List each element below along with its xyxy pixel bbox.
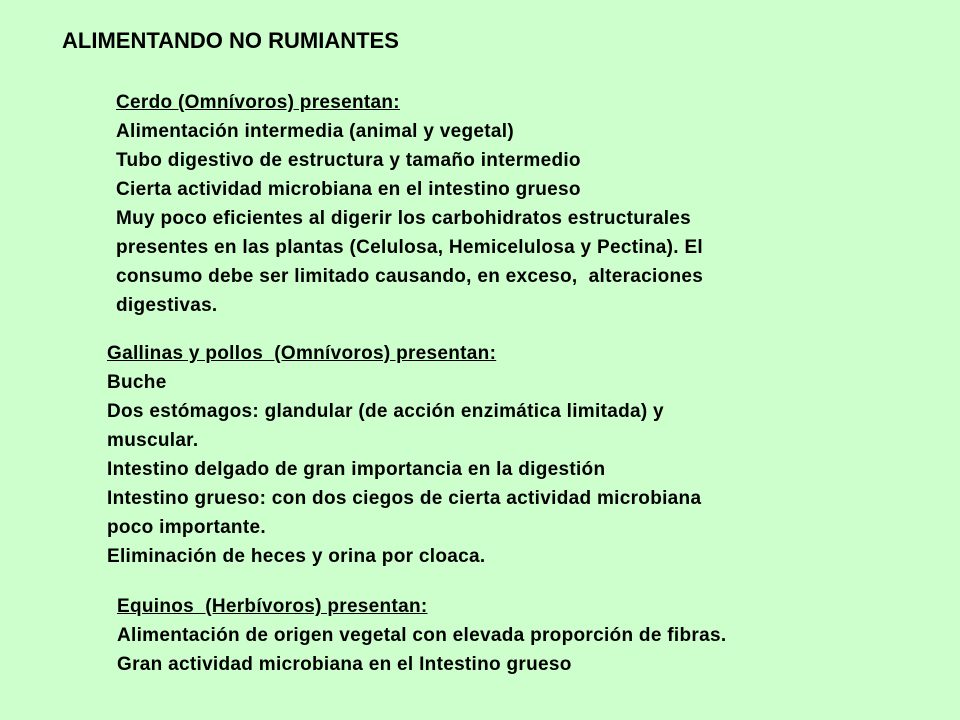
- section-gallinas: [107, 339, 847, 571]
- section-equinos: [117, 592, 917, 679]
- slide-title: ALIMENTANDO NO RUMIANTES: [62, 28, 399, 53]
- text-line: Eliminación de heces y orina por cloaca.: [107, 546, 486, 567]
- section-heading-gallinas: Gallinas y pollos (Omnívoros) presentan:: [107, 343, 497, 364]
- text-line: Intestino delgado de gran importancia en la digestión: [107, 459, 606, 480]
- text-line: poco importante.: [107, 517, 266, 538]
- text-line: consumo debe ser limitado causando, en exceso, alteraciones: [116, 266, 704, 287]
- text-line: digestivas.: [116, 295, 218, 316]
- section-heading-equinos: Equinos (Herbívoros) presentan:: [117, 596, 428, 617]
- text-line: Gran actividad microbiana en el Intestino grueso: [117, 654, 572, 675]
- text-line: Cierta actividad microbiana en el intestino grueso: [116, 179, 581, 200]
- text-line: muscular.: [107, 430, 199, 451]
- text-line: Intestino grueso: con dos ciegos de cierta actividad microbiana: [107, 488, 702, 509]
- text-line: presentes en las plantas (Celulosa, Hemicelulosa y Pectina). El: [116, 237, 704, 258]
- section-heading-cerdo: Cerdo (Omnívoros) presentan:: [116, 92, 400, 113]
- text-line: Buche: [107, 372, 167, 393]
- section-cerdo: [116, 88, 856, 320]
- text-line: Muy poco eficientes al digerir los carbohidratos estructurales: [116, 208, 692, 229]
- text-line: Alimentación intermedia (animal y vegetal): [116, 121, 514, 142]
- text-line: Dos estómagos: glandular (de acción enzimática limitada) y: [107, 401, 664, 422]
- text-line: Alimentación de origen vegetal con elevada proporción de fibras.: [117, 625, 727, 646]
- text-line: Tubo digestivo de estructura y tamaño intermedio: [116, 150, 581, 171]
